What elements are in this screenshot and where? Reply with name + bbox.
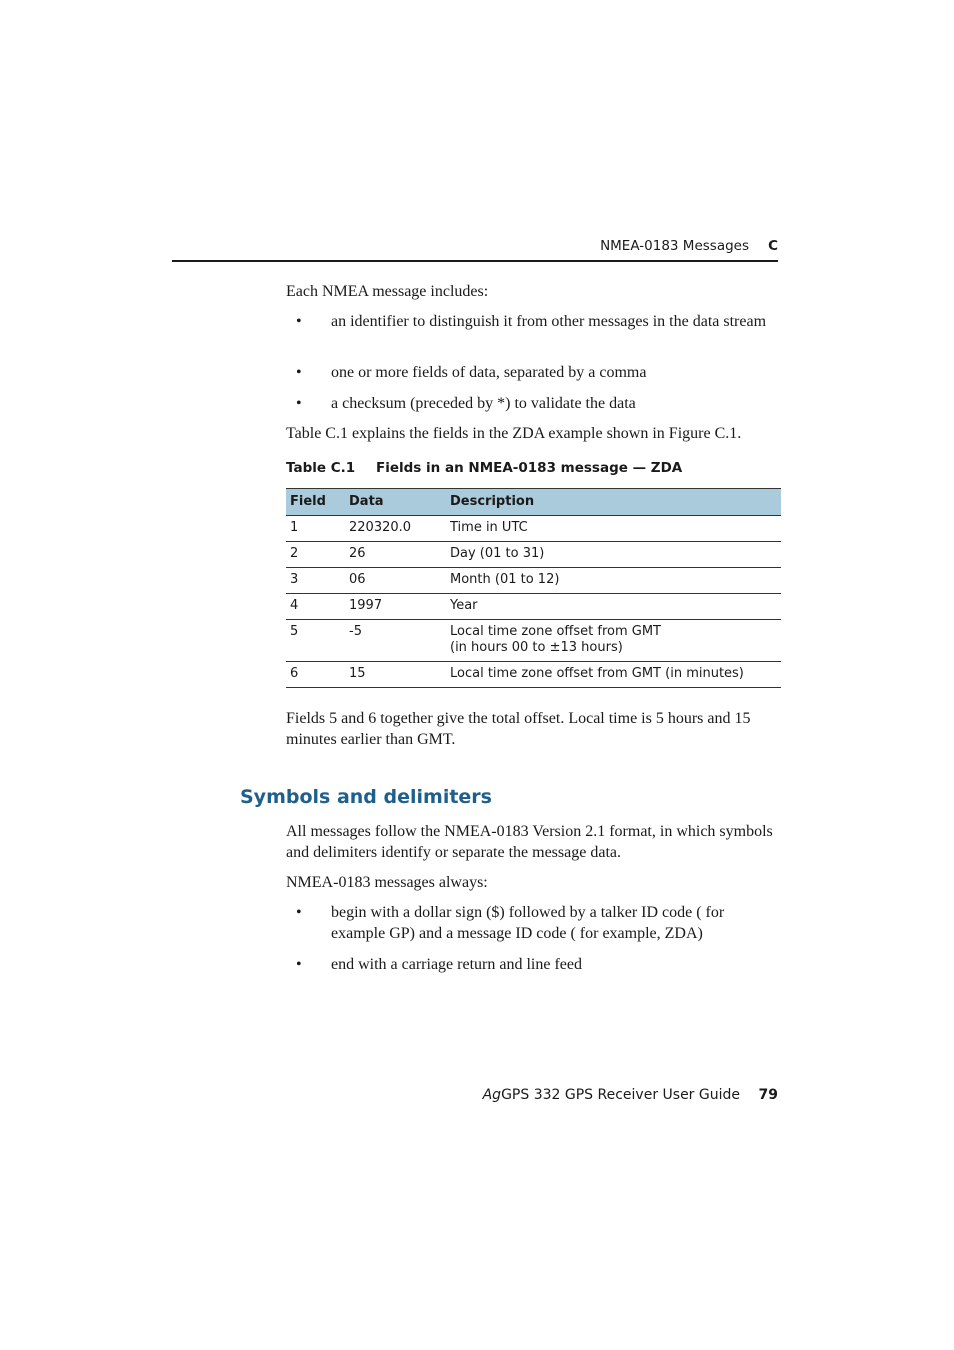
cell-data: 06 [345, 568, 446, 594]
page-number: 79 [758, 1087, 778, 1103]
list-item-text: a checksum (preceded by *) to validate the data [331, 395, 636, 412]
cell-data: 220320.0 [345, 516, 446, 542]
cell-field: 6 [286, 662, 345, 688]
list-item-text: end with a carriage return and line feed [331, 956, 582, 973]
cell-field: 4 [286, 594, 345, 620]
running-title: NMEA-0183 Messages [600, 238, 749, 254]
list-item-text: begin with a dollar sign ($) followed by a talker ID code ( for example GP) and a message ID code ( for example, ZDA) [331, 904, 725, 942]
chapter-letter: C [768, 238, 778, 254]
section-heading: Symbols and delimiters [240, 786, 492, 808]
section-paragraph: NMEA-0183 messages always: [286, 874, 488, 891]
column-header-field: Field [286, 489, 345, 516]
cell-description: Time in UTC [446, 516, 781, 542]
cell-data: -5 [345, 620, 446, 662]
cell-field: 3 [286, 568, 345, 594]
bullet-icon: • [296, 904, 302, 921]
bullet-icon: • [296, 956, 302, 973]
cell-description: Local time zone offset from GMT (in hours 00 to ±13 hours) [446, 620, 781, 662]
bullet-icon: • [296, 313, 302, 330]
table-row [286, 594, 781, 620]
table-row [286, 516, 781, 542]
column-header-description: Description [446, 489, 781, 516]
table-reference-paragraph: Table C.1 explains the fields in the ZDA example shown in Figure C.1. [286, 425, 742, 442]
cell-field: 1 [286, 516, 345, 542]
table-row [286, 620, 781, 662]
table-row [286, 568, 781, 594]
section-paragraph: All messages follow the NMEA-0183 Version 2.1 format, in which symbols and delimiters identify or separate the message data. [286, 823, 773, 861]
offset-note-paragraph: Fields 5 and 6 together give the total offset. Local time is 5 hours and 15 minutes earlier than GMT. [286, 710, 751, 748]
bullet-icon: • [296, 364, 302, 381]
cell-description: Local time zone offset from GMT (in minutes) [446, 662, 781, 688]
guide-title-prefix: Ag [482, 1087, 502, 1103]
intro-paragraph: Each NMEA message includes: [286, 283, 489, 300]
list-item-text: one or more fields of data, separated by a comma [331, 364, 647, 381]
fields-table [286, 488, 781, 688]
column-header-data: Data [345, 489, 446, 516]
bullet-icon: • [296, 395, 302, 412]
table-title: Fields in an NMEA-0183 message — ZDA [376, 460, 683, 476]
table-row [286, 542, 781, 568]
table-header-row [286, 489, 781, 516]
guide-title [483, 1087, 740, 1103]
list-item-text: an identifier to distinguish it from other messages in the data stream [331, 313, 767, 330]
guide-title-rest: GPS 332 GPS Receiver User Guide [501, 1087, 740, 1103]
cell-description: Year [446, 594, 781, 620]
cell-field: 2 [286, 542, 345, 568]
cell-data: 15 [345, 662, 446, 688]
cell-data: 1997 [345, 594, 446, 620]
table-row [286, 662, 781, 688]
cell-data: 26 [345, 542, 446, 568]
table-number: Table C.1 [286, 460, 356, 476]
running-header [172, 236, 778, 262]
cell-description: Month (01 to 12) [446, 568, 781, 594]
cell-description: Day (01 to 31) [446, 542, 781, 568]
cell-field: 5 [286, 620, 345, 662]
